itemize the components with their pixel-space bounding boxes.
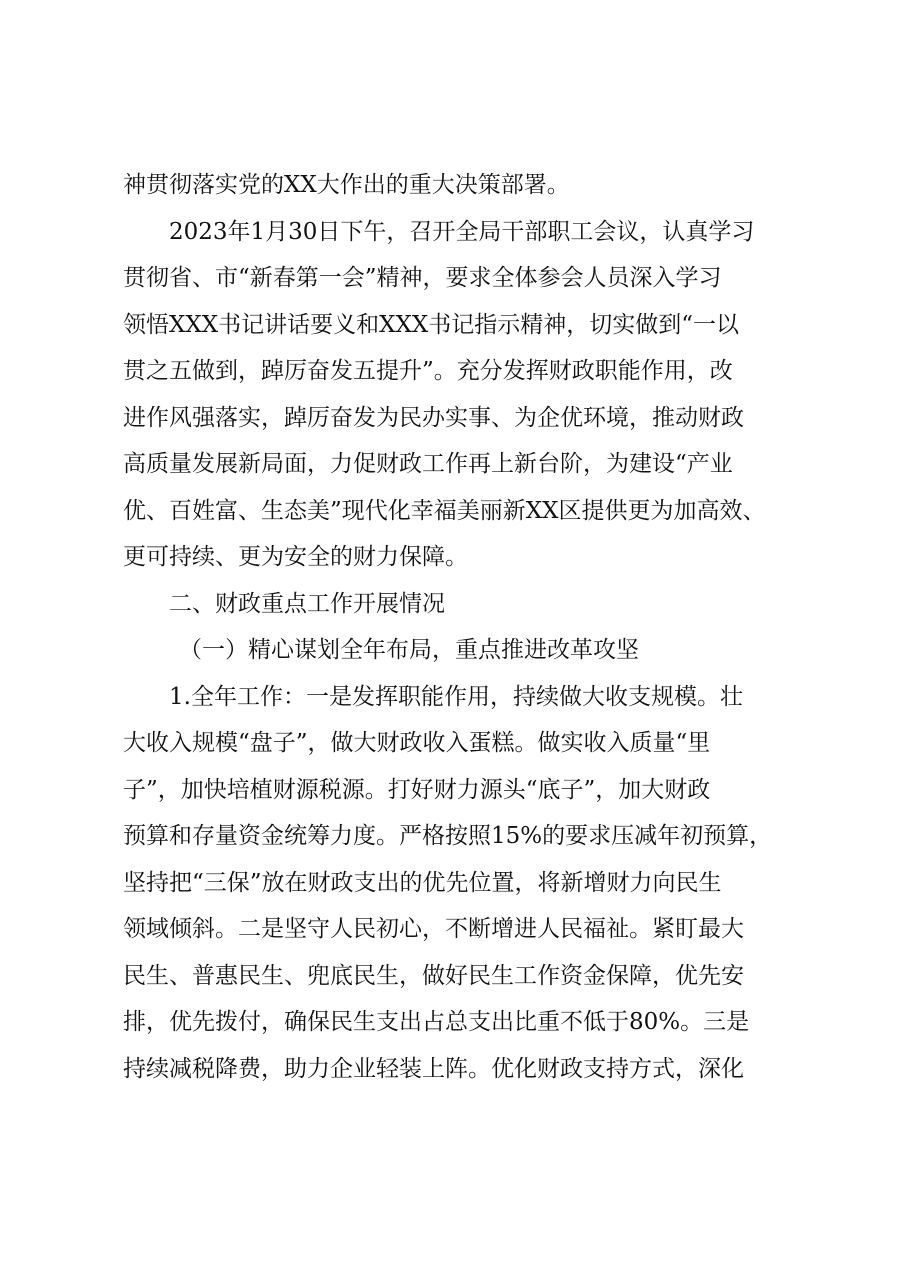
text-line: 民生、普惠民生、兜底民生，做好民生工作资金保障，优先安 [123,962,744,989]
document-body [123,162,803,1092]
text-line: 持续减税降费，助力企业轻装上阵。优化财政支持方式，深化 [123,1055,744,1082]
text-line: 优、百姓富、生态美”现代化幸福美丽新XX区提供更为加高效、 [123,497,766,524]
text-line: 领悟XXX书记讲话要义和XXX书记指示精神，切实做到“一以 [123,311,740,338]
text-line: 大收入规模“盘子”，做大财政收入蛋糕。做实收入质量“里 [123,730,711,756]
text-line: 神贯彻落实党的XX大作出的重大决策部署。 [123,172,570,198]
text-line: 贯之五做到，踔厉奋发五提升”。充分发挥财政职能作用，改 [123,358,733,384]
section-heading: 二、财政重点工作开展情况 [169,590,445,617]
text-line: 领域倾斜。二是坚守人民初心，不断增进人民福祉。紧盯最大 [123,916,744,942]
text-line: 预算和存量资金统筹力度。严格按照15%的要求压减年初预算， [123,823,773,849]
text-line: 贯彻省、市“新春第一会”精神，要求全体参会人员深入学习 [123,265,722,291]
text-line: 2023年1月30日下午，召开全局干部职工会议，认真学习 [169,218,755,245]
text-line: 排，优先拨付，确保民生支出占总支出比重不低于80%。三是 [123,1009,750,1035]
text-line: 高质量发展新局面，力促财政工作再上新台阶，为建设“产业 [123,451,733,477]
text-line: 1.全年工作：一是发挥职能作用，持续做大收支规模。壮 [169,683,743,710]
text-line: 进作风强落实，踔厉奋发为民办实事、为企优环境，推动财政 [123,404,744,431]
text-line: 更可持续、更为安全的财力保障。 [123,544,468,570]
text-line: 子”，加快培植财源税源。打好财力源头“底子”，加大财政 [123,776,711,803]
subsection-heading: （一）精心谋划全年布局，重点推进改革攻坚 [179,637,639,663]
text-line: 坚持把“三保”放在财政支出的优先位置，将新增财力向民生 [123,869,722,896]
